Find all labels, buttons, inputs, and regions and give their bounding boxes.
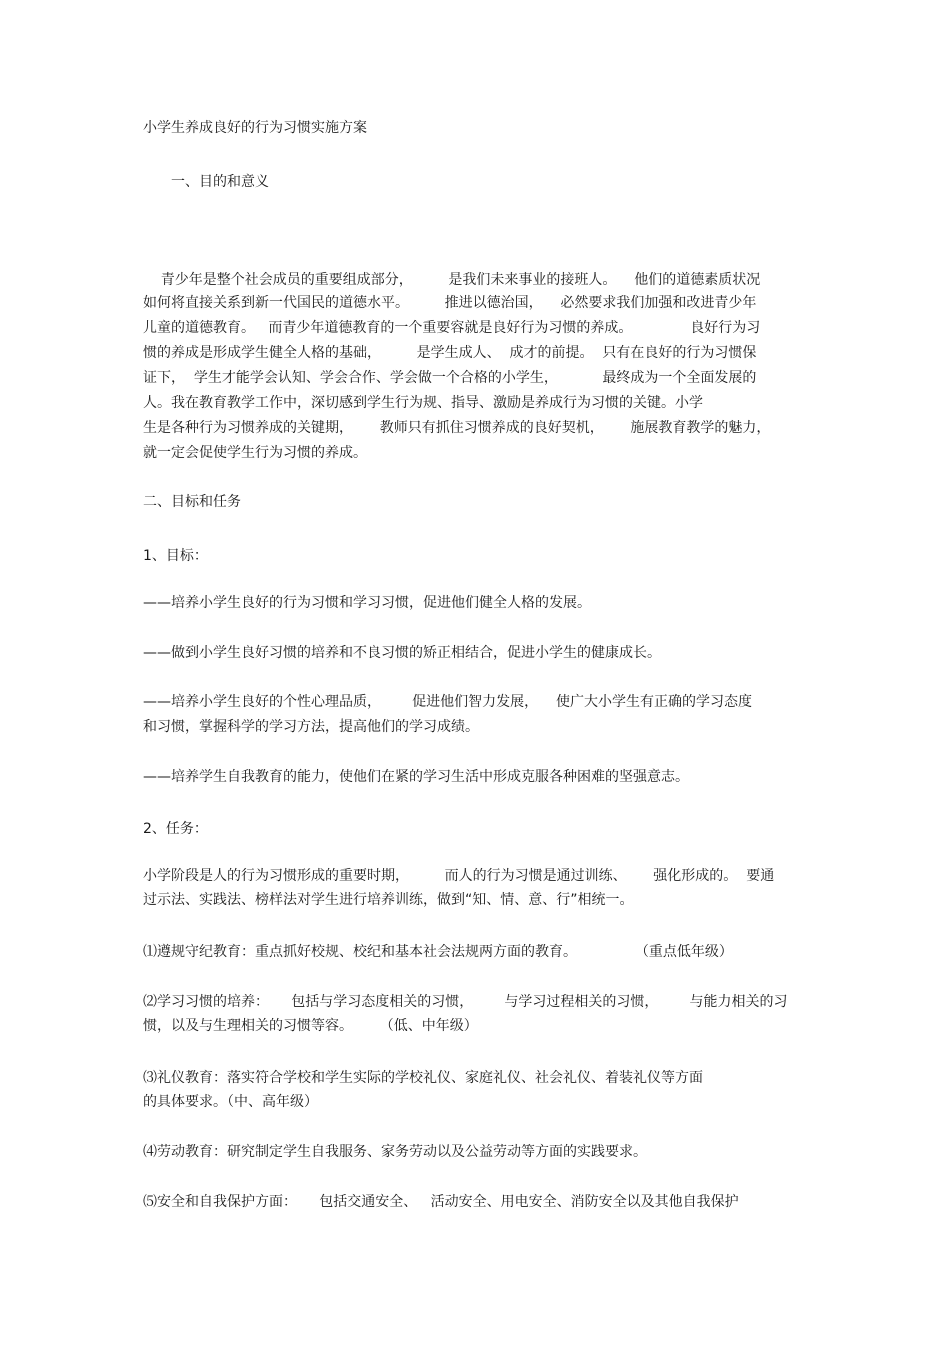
- task-item: ⑷劳动教育：研究制定学生自我服务、家务劳动以及公益劳动等方面的实践要求。: [143, 1144, 647, 1160]
- task-item: ⑵学习习惯的培养： 包括与学习态度相关的习惯， 与学习过程相关的习惯， 与能力相关的习: [143, 994, 788, 1010]
- paragraph-line: 惯的养成是形成学生健全人格的基础， 是学生成人、 成才的前提。 只有在良好的行为习惯保: [143, 345, 757, 361]
- section-heading-goals-tasks: 二、目标和任务: [143, 494, 241, 510]
- paragraph-line: 生是各种行为习惯养成的关键期， 教师只有抓住习惯养成的良好契机， 施展教育教学的魅力，: [143, 420, 771, 436]
- paragraph-line: 儿童的道德教育。 而青少年道德教育的一个重要容就是良好行为习惯的养成。 良好行为习: [143, 320, 761, 336]
- section-heading-purpose: 一、目的和意义: [171, 174, 269, 190]
- paragraph-line: 就一定会促使学生行为习惯的养成。: [143, 445, 367, 461]
- subheading-goals: 1、目标：: [143, 548, 208, 564]
- task-item-continued: 惯，以及与生理相关的习惯等容。 （低、中年级）: [143, 1018, 478, 1034]
- goal-item-continued: 和习惯，掌握科学的学习方法，提高他们的学习成绩。: [143, 719, 479, 735]
- paragraph-line: 人。我在教育教学工作中，深切感到学生行为规、指导、激励是养成行为习惯的关键。小学: [143, 395, 703, 411]
- paragraph-line: 青少年是整个社会成员的重要组成部分， 是我们未来事业的接班人。 他们的道德素质状况: [143, 272, 761, 288]
- task-item: ⑶礼仪教育：落实符合学校和学生实际的学校礼仪、家庭礼仪、社会礼仪、着装礼仪等方面: [143, 1070, 703, 1086]
- paragraph-line: 如何将直接关系到新一代国民的道德水平。 推进以德治国， 必然要求我们加强和改进青少年: [143, 295, 757, 311]
- paragraph-line: 证下， 学生才能学会认知、学会合作、学会做一个合格的小学生， 最终成为一个全面发展的: [143, 370, 757, 386]
- goal-item: ——培养小学生良好的个性心理品质， 促进他们智力发展， 使广大小学生有正确的学习态度: [143, 694, 752, 710]
- subheading-tasks: 2、任务：: [143, 821, 208, 837]
- tasks-intro-line: 小学阶段是人的行为习惯形成的重要时期， 而人的行为习惯是通过训练、 强化形成的。 要通: [143, 868, 775, 884]
- goal-item: ——培养学生自我教育的能力，使他们在紧的学习生活中形成克服各种困难的坚强意志。: [143, 769, 689, 785]
- task-item: ⑴遵规守纪教育：重点抓好校规、校纪和基本社会法规两方面的教育。 （重点低年级）: [143, 944, 733, 960]
- document-title: 小学生养成良好的行为习惯实施方案: [143, 120, 367, 136]
- tasks-intro-line: 过示法、实践法、榜样法对学生进行培养训练，做到“知、情、意、行”相统一。: [143, 892, 634, 908]
- goal-item: ——做到小学生良好习惯的培养和不良习惯的矫正相结合，促进小学生的健康成长。: [143, 645, 661, 661]
- goal-item: ——培养小学生良好的行为习惯和学习习惯，促进他们健全人格的发展。: [143, 595, 591, 611]
- task-item-continued: 的具体要求。（中、高年级）: [143, 1094, 318, 1110]
- task-item: ⑸安全和自我保护方面： 包括交通安全、 活动安全、用电安全、消防安全以及其他自我保护: [143, 1194, 739, 1210]
